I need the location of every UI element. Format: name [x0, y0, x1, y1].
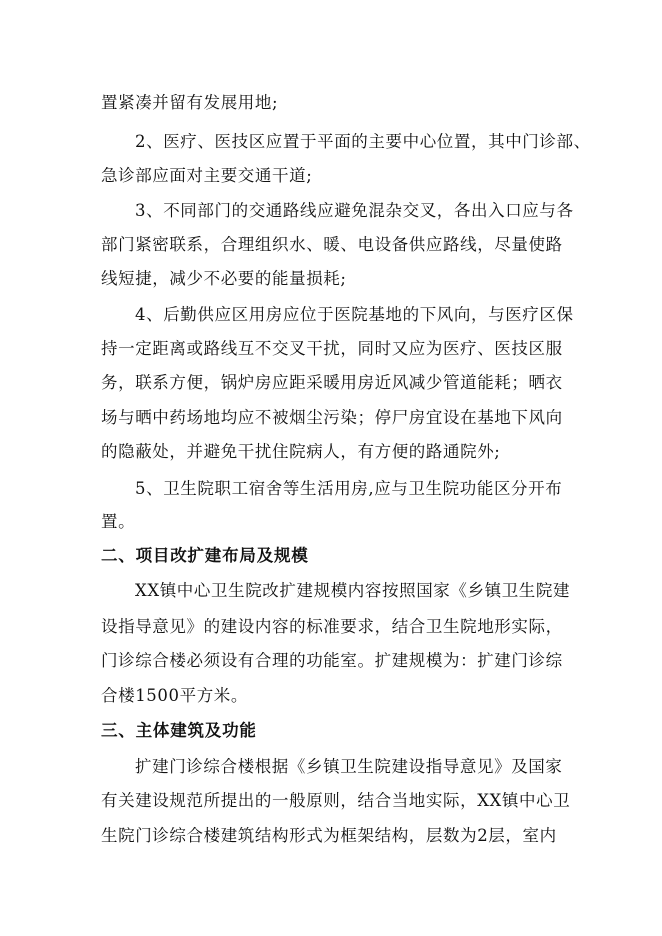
text-line: 置紧凑并留有发展用地; — [101, 93, 279, 112]
text-line: 急诊部应面对主要交通干道; — [101, 166, 313, 185]
section-heading-building: 三、主体建筑及功能 — [101, 721, 257, 740]
text-line: 的隐蔽处，并避免干扰住院病人，有方便的路通院外; — [101, 442, 501, 461]
text-line: 务，联系方便，锅炉房应距采暖用房近风减少管道能耗；晒衣 — [101, 373, 563, 392]
text-line: 2、医疗、医技区应置于平面的主要中心位置，其中门诊部、 — [135, 132, 591, 151]
text-line: 生院门诊综合楼建筑结构形式为框架结构，层数为2层，室内 — [101, 826, 557, 845]
text-line: 合楼1500平方米。 — [101, 686, 248, 705]
text-line: 扩建门诊综合楼根据《乡镇卫生院建设指导意见》及国家 — [135, 757, 563, 776]
text-line: 设指导意见》的建设内容的标准要求，结合卫生院地形实际， — [101, 617, 563, 636]
text-line: 3、不同部门的交通路线应避免混杂交叉，各出入口应与各 — [135, 201, 574, 220]
text-line: 置。 — [101, 512, 136, 531]
text-line: 5、卫生院职工宿舍等生活用房,应与卫生院功能区分开布 — [135, 479, 563, 498]
text-line: 部门紧密联系，合理组织水、暖、电设备供应路线，尽量使路 — [101, 235, 563, 254]
text-line: 持一定距离或路线互不交叉干扰，同时又应为医疗、医技区服 — [101, 339, 563, 358]
text-line: 场与晒中药场地均应不被烟尘污染；停尸房宜设在基地下风向 — [101, 408, 563, 427]
section-heading-layout: 二、项目改扩建布局及规模 — [101, 546, 309, 565]
text-line: 有关建设规范所提出的一般原则，结合当地实际，XX镇中心卫 — [101, 791, 571, 810]
text-line: XX镇中心卫生院改扩建规模内容按照国家《乡镇卫生院建 — [135, 581, 571, 600]
text-line: 4、后勤供应区用房应位于医院基地的下风向，与医疗区保 — [135, 305, 574, 324]
text-line: 线短捷，减少不必要的能量损耗; — [101, 269, 347, 288]
text-line: 门诊综合楼必须设有合理的功能室。扩建规模为：扩建门诊综 — [101, 651, 563, 670]
